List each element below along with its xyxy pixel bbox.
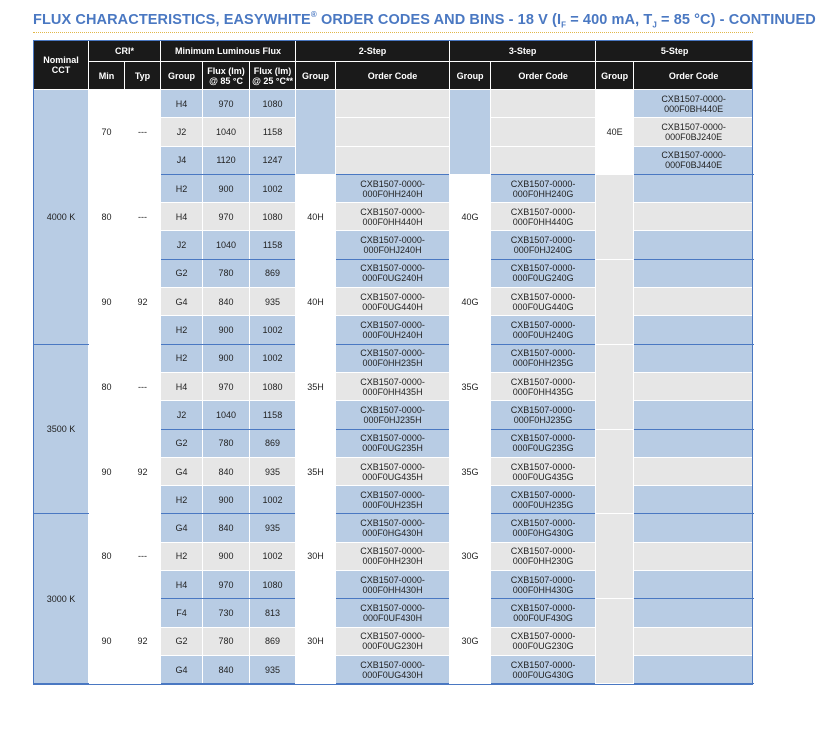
step2-order-code-cell: CXB1507-0000-000F0HH435H xyxy=(336,372,450,400)
step3-order-code-cell: CXB1507-0000-000F0HH235G xyxy=(491,344,596,372)
cri-typ-cell: --- xyxy=(125,90,161,175)
step5-order-code-cell xyxy=(634,203,754,231)
step3-order-code-cell: CXB1507-0000-000F0UH235G xyxy=(491,486,596,514)
step3-order-code-cell xyxy=(491,90,596,118)
step3-order-code-cell: CXB1507-0000-000F0UG230G xyxy=(491,627,596,655)
flux-group-cell: H2 xyxy=(161,344,203,372)
cri-typ-cell: --- xyxy=(125,174,161,259)
step5-group-cell xyxy=(596,599,634,684)
cri-min-cell: 90 xyxy=(89,599,125,684)
step2-order-code-cell: CXB1507-0000-000F0UF430H xyxy=(336,599,450,627)
step2-order-code-cell: CXB1507-0000-000F0HH235H xyxy=(336,344,450,372)
flux-85c-cell: 1040 xyxy=(203,118,250,146)
flux-25c-cell: 869 xyxy=(250,259,296,287)
flux-group-cell: G4 xyxy=(161,288,203,316)
cri-typ-cell: 92 xyxy=(125,259,161,344)
cri-min-cell: 80 xyxy=(89,344,125,429)
title-main: FLUX CHARACTERISTICS, EASYWHITE xyxy=(33,11,311,28)
step3-group-cell xyxy=(450,90,491,175)
step5-order-code-cell xyxy=(634,514,754,542)
flux-group-cell: J2 xyxy=(161,118,203,146)
title-end: = 85 °C) - CONTINUED xyxy=(656,11,816,28)
flux-25c-cell: 935 xyxy=(250,514,296,542)
flux-group-cell: G4 xyxy=(161,655,203,683)
step2-order-code-cell: CXB1507-0000-000F0UH235H xyxy=(336,486,450,514)
header-5-step-group: Group xyxy=(596,62,634,90)
flux-group-cell: G2 xyxy=(161,429,203,457)
flux-group-cell: G2 xyxy=(161,627,203,655)
step2-order-code-cell: CXB1507-0000-000F0HG430H xyxy=(336,514,450,542)
flux-85c-cell: 730 xyxy=(203,599,250,627)
step2-order-code-cell: CXB1507-0000-000F0UG235H xyxy=(336,429,450,457)
title-mid: = 400 mA, T xyxy=(566,11,653,28)
flux-25c-cell: 1002 xyxy=(250,486,296,514)
nominal-cct-cell: 4000 K xyxy=(34,90,89,345)
step3-order-code-cell: CXB1507-0000-000F0HH240G xyxy=(491,174,596,202)
step3-order-code-cell: CXB1507-0000-000F0HH230G xyxy=(491,542,596,570)
flux-group-cell: H2 xyxy=(161,174,203,202)
header-3-step: 3-Step xyxy=(450,41,596,62)
flux-85c-cell: 900 xyxy=(203,542,250,570)
step3-order-code-cell: CXB1507-0000-000F0UG430G xyxy=(491,655,596,683)
step2-group-cell: 40H xyxy=(296,259,336,344)
flux-25c-cell: 1002 xyxy=(250,542,296,570)
page-title xyxy=(33,10,816,30)
flux-25c-cell: 1002 xyxy=(250,316,296,344)
flux-group-cell: H4 xyxy=(161,372,203,400)
flux-25c-cell: 935 xyxy=(250,457,296,485)
flux-25c-cell: 1080 xyxy=(250,372,296,400)
flux-group-cell: H4 xyxy=(161,90,203,118)
header-5-step-order-code: Order Code xyxy=(634,62,754,90)
flux-25c-cell: 1158 xyxy=(250,401,296,429)
table-row xyxy=(34,429,754,457)
step5-order-code-cell xyxy=(634,655,754,683)
step2-order-code-cell: CXB1507-0000-000F0HJ240H xyxy=(336,231,450,259)
flux-85c-cell: 900 xyxy=(203,316,250,344)
flux-85c-cell: 840 xyxy=(203,655,250,683)
flux-85c-cell: 1040 xyxy=(203,401,250,429)
flux-85c-cell: 1040 xyxy=(203,231,250,259)
step5-order-code-cell: CXB1507-0000-000F0BJ240E xyxy=(634,118,754,146)
step3-group-cell: 35G xyxy=(450,429,491,514)
header-min-flux: Minimum Luminous Flux xyxy=(161,41,296,62)
nominal-cct-cell: 3500 K xyxy=(34,344,89,514)
step2-group-cell: 30H xyxy=(296,599,336,684)
table-row xyxy=(34,90,754,118)
step3-order-code-cell: CXB1507-0000-000F0HG430G xyxy=(491,514,596,542)
step3-group-cell: 30G xyxy=(450,599,491,684)
title-registered-mark: ® xyxy=(310,10,317,19)
flux-group-cell: H2 xyxy=(161,486,203,514)
flux-25c-cell: 935 xyxy=(250,655,296,683)
flux-85c-cell: 840 xyxy=(203,514,250,542)
step5-order-code-cell xyxy=(634,174,754,202)
flux-25c-cell: 1158 xyxy=(250,118,296,146)
flux-25c-cell: 1002 xyxy=(250,344,296,372)
cri-typ-cell: --- xyxy=(125,344,161,429)
header-cri: CRI* xyxy=(89,41,161,62)
table-row xyxy=(34,174,754,202)
flux-85c-cell: 840 xyxy=(203,457,250,485)
step3-order-code-cell: CXB1507-0000-000F0HJ235G xyxy=(491,401,596,429)
flux-85c-cell: 780 xyxy=(203,627,250,655)
cri-min-cell: 80 xyxy=(89,514,125,599)
flux-order-code-table xyxy=(33,40,754,684)
step3-order-code-cell: CXB1507-0000-000F0UH240G xyxy=(491,316,596,344)
flux-85c-cell: 780 xyxy=(203,259,250,287)
table-row xyxy=(34,514,754,542)
step3-order-code-cell: CXB1507-0000-000F0UG235G xyxy=(491,429,596,457)
step3-order-code-cell: CXB1507-0000-000F0HH440G xyxy=(491,203,596,231)
step3-group-cell: 40G xyxy=(450,174,491,259)
flux-25c-cell: 869 xyxy=(250,429,296,457)
step5-group-cell xyxy=(596,259,634,344)
step5-order-code-cell xyxy=(634,259,754,287)
cri-min-cell: 90 xyxy=(89,259,125,344)
flux-25c-cell: 813 xyxy=(250,599,296,627)
step2-group-cell: 30H xyxy=(296,514,336,599)
step5-order-code-cell xyxy=(634,627,754,655)
step3-group-cell: 40G xyxy=(450,259,491,344)
flux-85c-cell: 970 xyxy=(203,571,250,599)
flux-25c-cell: 1002 xyxy=(250,174,296,202)
flux-85c-cell: 900 xyxy=(203,174,250,202)
step5-order-code-cell xyxy=(634,599,754,627)
step2-order-code-cell: CXB1507-0000-000F0HH440H xyxy=(336,203,450,231)
step5-order-code-cell: CXB1507-0000-000F0BJ440E xyxy=(634,146,754,174)
header-2-step-order-code: Order Code xyxy=(336,62,450,90)
table-body xyxy=(34,90,754,684)
flux-85c-cell: 970 xyxy=(203,90,250,118)
flux-85c-cell: 900 xyxy=(203,486,250,514)
flux-85c-cell: 840 xyxy=(203,288,250,316)
step2-group-cell: 35H xyxy=(296,344,336,429)
step2-group-cell: 40H xyxy=(296,174,336,259)
step3-order-code-cell xyxy=(491,118,596,146)
step3-group-cell: 35G xyxy=(450,344,491,429)
step5-order-code-cell xyxy=(634,429,754,457)
cri-min-cell: 70 xyxy=(89,90,125,175)
step5-order-code-cell xyxy=(634,542,754,570)
cri-min-cell: 80 xyxy=(89,174,125,259)
flux-group-cell: F4 xyxy=(161,599,203,627)
flux-85c-cell: 1120 xyxy=(203,146,250,174)
flux-25c-cell: 1080 xyxy=(250,571,296,599)
step5-order-code-cell xyxy=(634,486,754,514)
flux-85c-cell: 970 xyxy=(203,372,250,400)
flux-25c-cell: 1080 xyxy=(250,203,296,231)
step5-group-cell: 40E xyxy=(596,90,634,175)
step5-group-cell xyxy=(596,429,634,514)
step2-order-code-cell: CXB1507-0000-000F0UG440H xyxy=(336,288,450,316)
flux-group-cell: G4 xyxy=(161,457,203,485)
step2-order-code-cell: CXB1507-0000-000F0UG430H xyxy=(336,655,450,683)
flux-85c-cell: 780 xyxy=(203,429,250,457)
step2-order-code-cell: CXB1507-0000-000F0UH240H xyxy=(336,316,450,344)
flux-25c-cell: 869 xyxy=(250,627,296,655)
flux-group-cell: G4 xyxy=(161,514,203,542)
step2-order-code-cell: CXB1507-0000-000F0HJ235H xyxy=(336,401,450,429)
step2-order-code-cell: CXB1507-0000-000F0UG240H xyxy=(336,259,450,287)
cri-typ-cell: 92 xyxy=(125,429,161,514)
flux-group-cell: J2 xyxy=(161,231,203,259)
step3-order-code-cell: CXB1507-0000-000F0HH430G xyxy=(491,571,596,599)
step5-order-code-cell xyxy=(634,288,754,316)
step3-order-code-cell: CXB1507-0000-000F0UG435G xyxy=(491,457,596,485)
step5-order-code-cell xyxy=(634,316,754,344)
step5-order-code-cell xyxy=(634,571,754,599)
title-divider xyxy=(33,32,753,33)
flux-group-cell: G2 xyxy=(161,259,203,287)
header-2-step: 2-Step xyxy=(296,41,450,62)
step5-order-code-cell: CXB1507-0000-000F0BH440E xyxy=(634,90,754,118)
step2-order-code-cell: CXB1507-0000-000F0HH430H xyxy=(336,571,450,599)
step2-order-code-cell xyxy=(336,90,450,118)
step2-group-cell xyxy=(296,90,336,175)
cri-typ-cell: 92 xyxy=(125,599,161,684)
step5-group-cell xyxy=(596,344,634,429)
header-flux-25c: Flux (lm) @ 25 °C** xyxy=(250,62,296,90)
header-flux-85c: Flux (lm) @ 85 °C xyxy=(203,62,250,90)
header-cri-typ: Typ xyxy=(125,62,161,90)
flux-25c-cell: 935 xyxy=(250,288,296,316)
step5-order-code-cell xyxy=(634,401,754,429)
header-3-step-order-code: Order Code xyxy=(491,62,596,90)
step2-order-code-cell xyxy=(336,146,450,174)
step5-order-code-cell xyxy=(634,372,754,400)
step2-order-code-cell: CXB1507-0000-000F0HH240H xyxy=(336,174,450,202)
header-cri-min: Min xyxy=(89,62,125,90)
flux-25c-cell: 1158 xyxy=(250,231,296,259)
step3-order-code-cell: CXB1507-0000-000F0UF430G xyxy=(491,599,596,627)
flux-group-cell: J2 xyxy=(161,401,203,429)
table-row xyxy=(34,344,754,372)
table-row xyxy=(34,259,754,287)
header-nominal-cct: Nominal CCT xyxy=(34,41,89,90)
header-flux-group: Group xyxy=(161,62,203,90)
step5-order-code-cell xyxy=(634,457,754,485)
cri-min-cell: 90 xyxy=(89,429,125,514)
title-rest: ORDER CODES AND BINS - 18 V (I xyxy=(316,11,562,28)
header-2-step-group: Group xyxy=(296,62,336,90)
step5-group-cell xyxy=(596,514,634,599)
flux-group-cell: H4 xyxy=(161,203,203,231)
cri-typ-cell: --- xyxy=(125,514,161,599)
step2-order-code-cell xyxy=(336,118,450,146)
header-5-step: 5-Step xyxy=(596,41,754,62)
header-3-step-group: Group xyxy=(450,62,491,90)
table-row xyxy=(34,599,754,627)
flux-25c-cell: 1080 xyxy=(250,90,296,118)
step5-order-code-cell xyxy=(634,231,754,259)
flux-25c-cell: 1247 xyxy=(250,146,296,174)
flux-85c-cell: 970 xyxy=(203,203,250,231)
flux-group-cell: J4 xyxy=(161,146,203,174)
step2-order-code-cell: CXB1507-0000-000F0HH230H xyxy=(336,542,450,570)
step5-order-code-cell xyxy=(634,344,754,372)
nominal-cct-cell: 3000 K xyxy=(34,514,89,684)
step2-group-cell: 35H xyxy=(296,429,336,514)
title-subscript-j: J xyxy=(652,20,657,30)
flux-group-cell: H4 xyxy=(161,571,203,599)
step3-order-code-cell: CXB1507-0000-000F0UG440G xyxy=(491,288,596,316)
step5-group-cell xyxy=(596,174,634,259)
step3-order-code-cell xyxy=(491,146,596,174)
flux-group-cell: H2 xyxy=(161,316,203,344)
step2-order-code-cell: CXB1507-0000-000F0UG230H xyxy=(336,627,450,655)
flux-85c-cell: 900 xyxy=(203,344,250,372)
step3-order-code-cell: CXB1507-0000-000F0UG240G xyxy=(491,259,596,287)
step3-order-code-cell: CXB1507-0000-000F0HJ240G xyxy=(491,231,596,259)
step2-order-code-cell: CXB1507-0000-000F0UG435H xyxy=(336,457,450,485)
flux-group-cell: H2 xyxy=(161,542,203,570)
step3-group-cell: 30G xyxy=(450,514,491,599)
step3-order-code-cell: CXB1507-0000-000F0HH435G xyxy=(491,372,596,400)
title-subscript-f: F xyxy=(561,20,567,30)
